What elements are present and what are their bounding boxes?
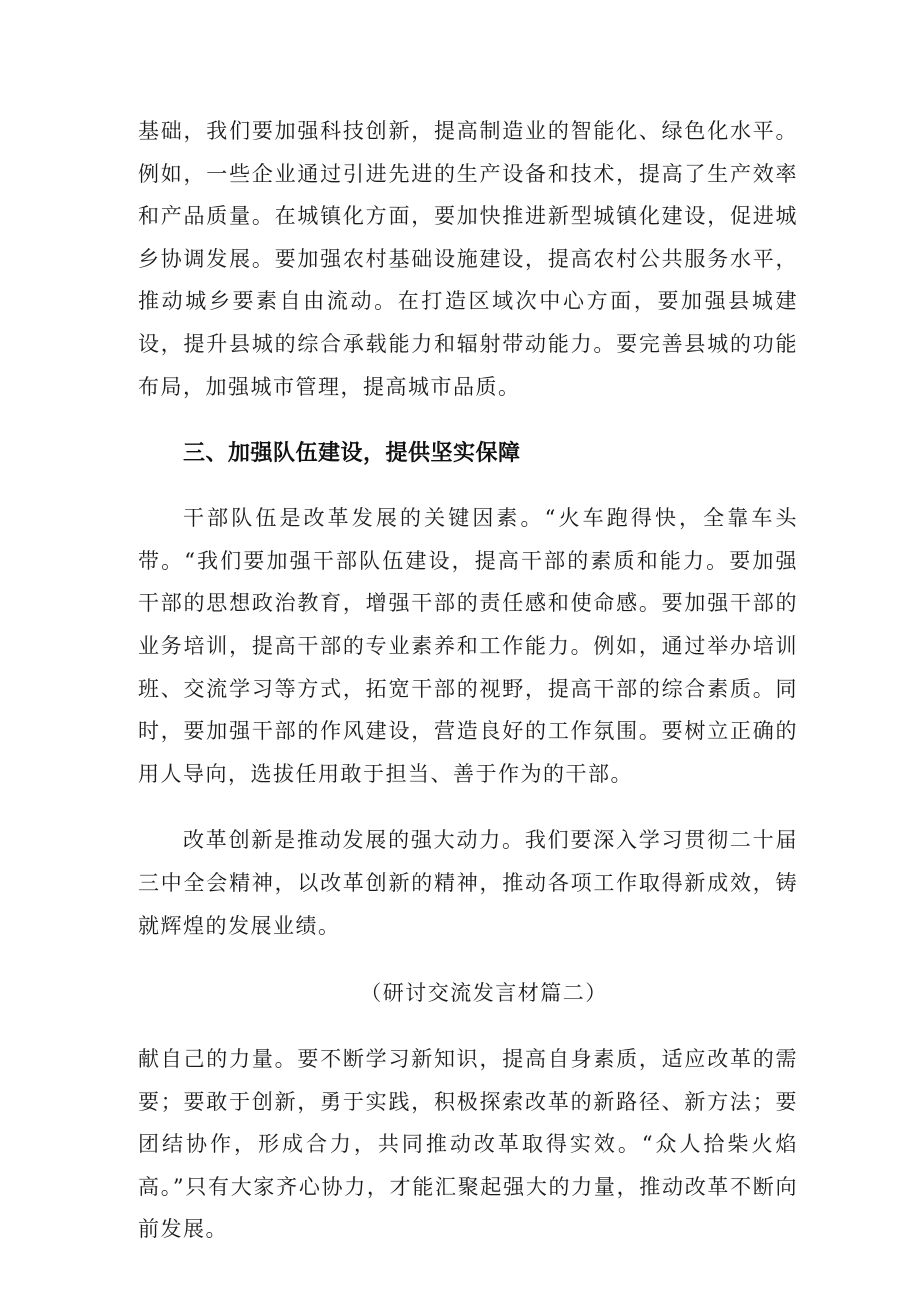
document-page bbox=[138, 110, 798, 1251]
body-paragraph: 基础，我们要加强科技创新，提高制造业的智能化、绿色化水平。例如，一些企业通过引进先进的生产设备和技术，提高了生产效率和产品质量。在城镇化方面，要加快推进新型城镇化建设，促进城乡协调发展。要加强农村基础设施建设，提高农村公共服务水平，推动城乡要素自由流动。在打造区域次中心方面，要加强县城建设，提升县城的综合承载能力和辐射带动能力。要完善县城的功能布局，加强城市管理，提高城市品质。 bbox=[138, 119, 798, 399]
section-caption: （研讨交流发言材篇二） bbox=[360, 981, 608, 1006]
body-paragraph: 干部队伍是改革发展的关键因素。“火车跑得快，全靠车头带。“我们要加强干部队伍建设，提高干部的素质和能力。要加强干部的思想政治教育，增强干部的责任感和使命感。要加强干部的业务培训，提高干部的专业素养和工作能力。例如，通过举办培训班、交流学习等方式，拓宽干部的视野，提高干部的综合素质。同时，要加强干部的作风建设，营造良好的工作氛围。要树立正确的用人导向，选拔任用敢于担当、善于作为的干部。 bbox=[138, 506, 798, 786]
body-paragraph: 改革创新是推动发展的强大动力。我们要深入学习贯彻二十届三中全会精神，以改革创新的精神，推动各项工作取得新成效，铸就辉煌的发展业绩。 bbox=[138, 828, 798, 938]
section-heading: 三、加强队伍建设，提供坚实保障 bbox=[183, 441, 521, 467]
body-paragraph: 献自己的力量。要不断学习新知识，提高自身素质，适应改革的需要；要敢于创新，勇于实践，积极探索改革的新路径、新方法；要团结协作，形成合力，共同推动改革取得实效。“众人拾柴火焰高。”只有大家齐心协力，才能汇聚起强大的力量，推动改革不断向前发展。 bbox=[138, 1047, 798, 1242]
